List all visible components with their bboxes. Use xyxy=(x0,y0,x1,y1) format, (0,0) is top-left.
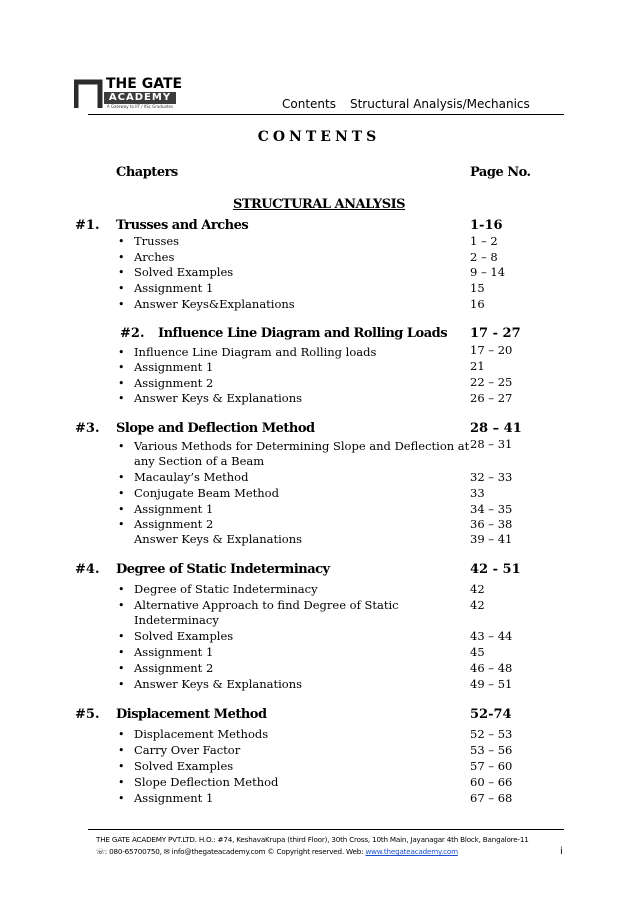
list-item: Conjugate Beam Method xyxy=(134,486,279,500)
item-page: 53 – 56 xyxy=(470,743,513,757)
item-page: 32 – 33 xyxy=(470,470,513,484)
bullet-icon: • xyxy=(118,392,125,405)
chapter-number: #3. xyxy=(75,421,100,436)
footer-contact-text: ☏: 080-65700750, ✉ info@thegateacademy.com © Copyright reserved. Web: xyxy=(96,847,366,856)
header-right: Structural Analysis/Mechanics xyxy=(349,97,530,111)
bullet-icon: • xyxy=(118,377,125,390)
list-item: Assignment 1 xyxy=(134,645,214,659)
item-page: 45 xyxy=(470,645,485,659)
item-page: 17 – 20 xyxy=(470,343,513,357)
list-item: Assignment 2 xyxy=(134,661,214,675)
list-item: Answer Keys & Explanations xyxy=(134,677,303,691)
bullet-icon: • xyxy=(118,471,125,484)
chapter-title: Trusses and Arches xyxy=(116,218,249,233)
list-item: Trusses xyxy=(134,234,180,248)
item-page: 34 – 35 xyxy=(470,502,513,516)
bullet-icon: • xyxy=(118,630,125,643)
chapter-number: #4. xyxy=(75,562,100,577)
bullet-icon: • xyxy=(118,235,125,248)
item-page: 52 – 53 xyxy=(470,727,513,741)
bullet-icon: • xyxy=(118,518,125,531)
bullet-icon: • xyxy=(118,298,125,311)
item-page: 28 – 31 xyxy=(470,437,513,451)
list-item: Assignment 1 xyxy=(134,502,214,516)
bullet-icon: • xyxy=(118,346,125,359)
page-title: CONTENTS xyxy=(257,129,381,145)
running-header xyxy=(282,97,530,111)
chapter-number: #2. xyxy=(120,326,145,341)
list-item: Alternative Approach to find Degree of Static xyxy=(134,598,399,612)
section-title: STRUCTURAL ANALYSIS xyxy=(232,197,406,212)
chapter-number: #5. xyxy=(75,707,100,722)
item-page: 1 – 2 xyxy=(470,234,498,248)
item-page: 36 – 38 xyxy=(470,517,513,531)
header-divider xyxy=(88,114,564,115)
bullet-icon: • xyxy=(118,792,125,805)
bullet-icon: • xyxy=(118,251,125,264)
chapter-number: #1. xyxy=(75,218,100,233)
list-item: Assignment 2 xyxy=(134,517,214,531)
item-page: 60 – 66 xyxy=(470,775,513,789)
bullet-icon: • xyxy=(118,760,125,773)
bullet-icon: • xyxy=(118,440,125,453)
list-item: Arches xyxy=(134,250,175,264)
item-page: 16 xyxy=(470,297,485,311)
page-number: i xyxy=(560,846,563,857)
bullet-icon: • xyxy=(118,583,125,596)
item-page: 49 – 51 xyxy=(470,677,513,691)
list-item-continuation: Indeterminacy xyxy=(134,613,219,627)
bullet-icon: • xyxy=(118,503,125,516)
bullet-icon: • xyxy=(118,744,125,757)
chapter-title: Slope and Deflection Method xyxy=(116,421,315,436)
list-item: Assignment 2 xyxy=(134,376,214,390)
item-page: 2 – 8 xyxy=(470,250,498,264)
chapter-pages: 52-74 xyxy=(470,707,512,722)
item-page: 21 xyxy=(470,359,485,373)
logo-text-the-gate: THE GATE xyxy=(106,76,183,92)
logo-text-academy: ACADEMY xyxy=(104,92,176,104)
list-item-continuation: any Section of a Beam xyxy=(134,454,265,468)
item-page: 42 xyxy=(470,598,485,612)
chapter-pages: 42 - 51 xyxy=(470,562,521,577)
item-page: 39 – 41 xyxy=(470,532,513,546)
list-item: Assignment 1 xyxy=(134,791,214,805)
list-item: Degree of Static Indeterminacy xyxy=(134,582,318,596)
list-item: Slope Deflection Method xyxy=(134,775,279,789)
item-page: 33 xyxy=(470,486,485,500)
bullet-icon: • xyxy=(118,662,125,675)
list-item: Solved Examples xyxy=(134,265,234,279)
column-head-chapters: Chapters xyxy=(116,165,178,180)
list-item: Influence Line Diagram and Rolling loads xyxy=(134,345,377,359)
list-item-continuation: Answer Keys & Explanations xyxy=(134,532,303,546)
item-page: 15 xyxy=(470,281,485,295)
chapter-title: Displacement Method xyxy=(116,707,267,722)
item-page: 9 – 14 xyxy=(470,265,506,279)
chapter-title: Influence Line Diagram and Rolling Loads xyxy=(158,326,448,341)
bullet-icon: • xyxy=(118,646,125,659)
item-page: 42 xyxy=(470,582,485,596)
list-item: Macaulay’s Method xyxy=(134,470,249,484)
list-item: Various Methods for Determining Slope and Deflection at xyxy=(134,439,470,453)
logo-tagline: A Gateway to IIT / IISc Graduates xyxy=(106,104,174,109)
list-item: Solved Examples xyxy=(134,629,234,643)
item-page: 67 – 68 xyxy=(470,791,513,805)
footer-divider xyxy=(88,829,564,830)
footer-address: THE GATE ACADEMY PVT.LTD. H.O.: #74, KeshavaKrupa (third Floor), 30th Cross, 10th Main, Jayanagar 4th Block, Bangalore-11 xyxy=(96,835,529,844)
bullet-icon: • xyxy=(118,266,125,279)
list-item: Solved Examples xyxy=(134,759,234,773)
list-item: Assignment 1 xyxy=(134,360,214,374)
bullet-icon: • xyxy=(118,487,125,500)
bullet-icon: • xyxy=(118,282,125,295)
item-page: 26 – 27 xyxy=(470,391,513,405)
column-head-page-no: Page No. xyxy=(470,165,531,180)
item-page: 57 – 60 xyxy=(470,759,513,773)
list-item: Answer Keys & Explanations xyxy=(134,391,303,405)
bullet-icon: • xyxy=(118,361,125,374)
list-item: Assignment 1 xyxy=(134,281,214,295)
chapter-pages: 17 - 27 xyxy=(470,326,521,341)
list-item: Carry Over Factor xyxy=(134,743,241,757)
list-item: Answer Keys&Explanations xyxy=(134,297,295,311)
list-item: Displacement Methods xyxy=(134,727,269,741)
bullet-icon: • xyxy=(118,728,125,741)
item-page: 22 – 25 xyxy=(470,375,513,389)
website-link[interactable]: www.thegateacademy.com xyxy=(365,847,458,856)
item-page: 46 – 48 xyxy=(470,661,513,675)
item-page: 43 – 44 xyxy=(470,629,513,643)
chapter-title: Degree of Static Indeterminacy xyxy=(116,562,330,577)
chapter-pages: 1-16 xyxy=(470,218,503,233)
chapter-pages: 28 – 41 xyxy=(470,421,522,436)
footer-contact xyxy=(96,847,458,857)
bullet-icon: • xyxy=(118,776,125,789)
bullet-icon: • xyxy=(118,678,125,691)
bullet-icon: • xyxy=(118,599,125,612)
header-left: Contents xyxy=(282,97,336,111)
